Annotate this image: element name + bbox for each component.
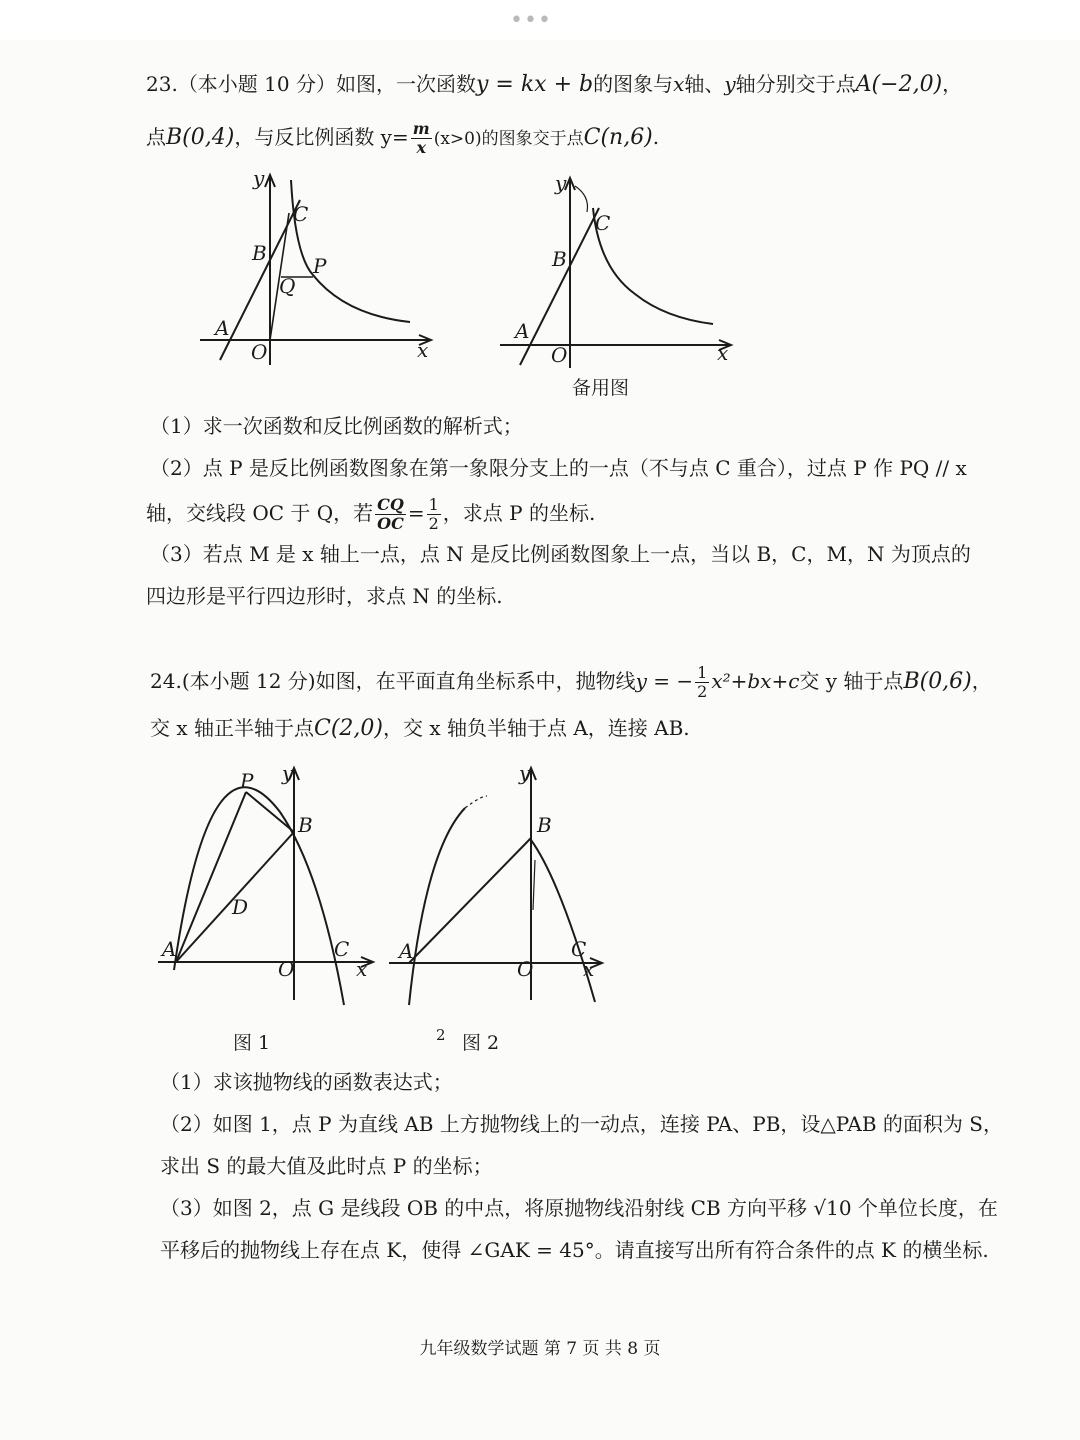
q24-eq-post: x²+bx+c [711,669,800,693]
q23-ratio-den: OC [377,514,404,533]
page-footer: 九年级数学试题 第 7 页 共 8 页 [419,1339,661,1359]
q23-equation: y = kx + b [475,72,594,97]
q23-sub3-line1: （3）若点 M 是 x 轴上一点，点 N 是反比例函数图象上一点，当以 B，C，M，N 为顶点的 [150,542,971,566]
q24-comma: ， [971,669,992,693]
q23-fraction [411,120,432,157]
q23-half-den: 2 [428,514,439,533]
q24-number: 24. [150,669,182,693]
q24-sub1: （1）求该抛物线的函数表达式； [160,1070,453,1094]
q23-sub2-line1: （2）点 P 是反比例函数图象在第一象限分支上的一点（不与点 C 重合），过点 P 作 PQ // x [150,456,967,480]
label-c: C [571,937,587,961]
label-p: P [240,769,254,793]
label-a: A [515,319,530,343]
q23-sub2-line2 [146,496,595,533]
q23-ratio [375,496,406,533]
q24-text2: 交 y 轴于点 [799,669,904,693]
q23-sub3-line2: 四边形是平行四边形时，求点 N 的坐标. [146,584,503,608]
q23-text4: 轴分别交于点 [735,72,856,96]
q23-point-c: C(n,6) [583,125,653,150]
q24-sub3-line2: 平移后的抛物线上存在点 K，使得 ∠GAK = 45°。请直接写出所有符合条件的点 K 的横坐标. [160,1238,989,1262]
q24-eq-frac [695,664,709,701]
hyperbola [291,180,410,322]
q24-fig2-caption: 图 2 [462,1032,500,1054]
q24-text4: ，交 x 轴负半轴于点 A，连接 AB. [383,716,690,740]
q24-text1: 如图，在平面直角坐标系中，抛物线 [315,669,636,693]
label-a: A [399,939,414,963]
label-o: O [517,957,534,981]
parabola-left [409,808,465,1005]
q24-sub2-line2: 求出 S 的最大值及此时点 P 的坐标； [160,1154,493,1178]
label-x: x [717,341,729,365]
q23-text5: 点 [146,125,166,149]
q23-text7: (x>0)的图象交于点 [433,129,584,149]
q23-point-b: B(0,4) [166,125,235,150]
label-d: D [232,895,249,919]
label-o: O [551,343,568,367]
q23-text6: ，与反比例函数 y= [234,125,409,149]
q24-figure-1 [150,760,380,1014]
q24-sub2-line1: （2）如图 1，点 P 为直线 AB 上方抛物线上的一动点，连接 PA、PB，设△PAB 的面积为 S， [160,1112,1003,1136]
q24-fig2-mark: 2 [436,1026,446,1044]
label-y: y [519,761,531,785]
label-y: y [555,171,567,195]
q23-line2 [146,120,659,157]
q23-sub2-end: ，求点 P 的坐标. [442,501,596,525]
q23-number: 23. [146,72,178,96]
q24-sub3-line1: （3）如图 2，点 G 是线段 OB 的中点，将原抛物线沿射线 CB 方向平移 √10 个单位长度，在 [160,1196,998,1220]
q23-fig2-caption: 备用图 [572,377,630,399]
q23-frac-num: m [412,119,430,138]
label-c: C [293,202,309,226]
q23-equals: = [407,501,425,525]
label-x: x [356,957,368,981]
label-x: x [417,338,429,362]
label-b: B [537,813,552,837]
label-x: x [583,957,595,981]
q23-sub1: （1）求一次函数和反比例函数的解析式； [150,414,523,438]
label-b: B [298,813,313,837]
q23-comma: ， [942,72,963,96]
line-pb [246,792,294,832]
label-b: B [552,247,567,271]
q23-figure-1 [195,165,445,374]
q23-points: （本小题 10 分） [177,72,336,96]
label-y: y [282,761,294,785]
q24-figure-2 [385,760,615,1014]
q23-half [427,496,441,533]
label-o: O [278,957,295,981]
q23-figure-2 [495,168,745,377]
q24-eq-pre: y = − [635,669,694,693]
label-q: Q [279,274,296,298]
label-a: A [162,937,177,961]
line-ab [520,208,599,365]
q23-line1 [146,70,962,99]
pencil-mark [533,860,535,910]
q24-point-b: B(0,6) [903,669,972,694]
q24-eq-den: 2 [697,682,708,701]
label-b: B [252,241,267,265]
q23-x: x [673,72,685,96]
q23-point-a: A(−2,0) [855,72,943,97]
q24-point-c: C(2,0) [314,716,383,741]
q23-y: y [724,72,736,96]
pencil-mark [575,186,588,212]
q23-text3: 轴、 [684,72,725,96]
parabola [174,787,344,1005]
q24-eq-num: 1 [697,663,708,682]
label-c: C [334,937,350,961]
parabola-faint [465,796,487,808]
q23-half-num: 1 [428,495,439,514]
label-c: C [595,211,611,235]
q24-line2 [150,714,690,743]
q24-points: (本小题 12 分) [181,669,316,693]
q23-text2: 的图象与 [593,72,674,96]
q24-text3: 交 x 轴正半轴于点 [150,716,314,740]
q24-fig1-caption: 图 1 [233,1032,271,1054]
q23-sub2-text: 轴，交线段 OC 于 Q，若 [146,501,374,525]
q23-text1: 如图，一次函数 [335,72,476,96]
q24-line1 [150,664,992,701]
window-dots: ••• [510,8,552,33]
label-p: P [313,254,327,278]
label-y: y [253,166,265,190]
label-o: O [251,340,268,364]
hyperbola [593,208,713,324]
line-ab [409,838,531,963]
q23-frac-den: x [416,138,426,157]
q23-text8: . [652,125,660,149]
label-a: A [215,316,230,340]
q23-ratio-num: CQ [377,495,404,514]
